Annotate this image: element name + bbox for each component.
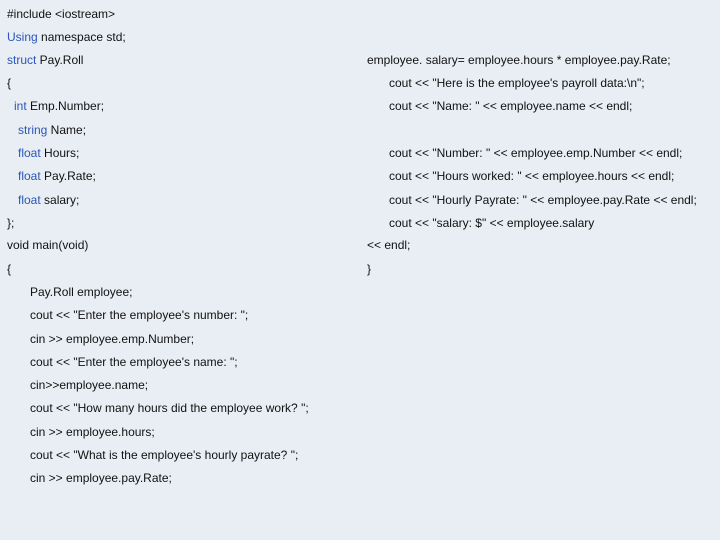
string-keyword: string [18, 123, 48, 137]
endl-continuation: << endl; [367, 238, 411, 252]
code-line: cout << "How many hours did the employee work? "; [30, 401, 309, 415]
int-keyword: int [14, 99, 27, 113]
field-hours-rest: Hours; [40, 146, 80, 160]
output-line: cout << "Name: " << employee.name << endl; [389, 99, 633, 113]
field-emp-number [14, 99, 104, 113]
field-name [18, 123, 86, 137]
struct-open-brace: { [7, 76, 12, 90]
using-namespace-line [7, 30, 126, 44]
output-line: cout << "Hourly Payrate: " << employee.pay.Rate << endl; [389, 193, 697, 207]
float-keyword-payrate: float [18, 169, 41, 183]
output-line: cout << "Here is the employee's payroll data:\n"; [389, 76, 645, 90]
output-line: cout << "Hours worked: " << employee.hours << endl; [389, 169, 675, 183]
field-emp-number-rest: Emp.Number; [26, 99, 105, 113]
field-pay-rate-rest: Pay.Rate; [40, 169, 96, 183]
using-keyword: Using [7, 30, 38, 44]
code-line: cin >> employee.emp.Number; [30, 332, 195, 346]
field-salary [18, 193, 79, 207]
float-keyword-salary: float [18, 193, 41, 207]
struct-name: Pay.Roll [36, 53, 84, 67]
field-pay-rate [18, 169, 96, 183]
using-rest: namespace std; [37, 30, 126, 44]
field-salary-rest: salary; [40, 193, 80, 207]
struct-keyword: struct [7, 53, 37, 67]
main-declaration: void main(void) [7, 238, 89, 252]
code-line: cout << "Enter the employee's number: "; [30, 308, 249, 322]
struct-declaration-line [7, 53, 83, 67]
output-line: cout << "Number: " << employee.emp.Number << endl; [389, 146, 683, 160]
code-line: cout << "Enter the employee's name: "; [30, 355, 238, 369]
main-open-brace: { [7, 262, 12, 276]
float-keyword-hours: float [18, 146, 41, 160]
code-line: cin>>employee.name; [30, 378, 149, 392]
code-line: cin >> employee.hours; [30, 425, 155, 439]
output-line: cout << "salary: $" << employee.salary [389, 216, 595, 230]
salary-calculation-line: employee. salary= employee.hours * employee.pay.Rate; [367, 53, 671, 67]
field-name-rest: Name; [47, 123, 87, 137]
code-line: Pay.Roll employee; [30, 285, 133, 299]
code-line: cin >> employee.pay.Rate; [30, 471, 172, 485]
struct-close-brace: }; [7, 216, 15, 230]
field-hours [18, 146, 79, 160]
main-close-brace: } [367, 262, 372, 276]
code-line: cout << "What is the employee's hourly payrate? "; [30, 448, 299, 462]
include-line: #include <iostream> [7, 7, 116, 21]
